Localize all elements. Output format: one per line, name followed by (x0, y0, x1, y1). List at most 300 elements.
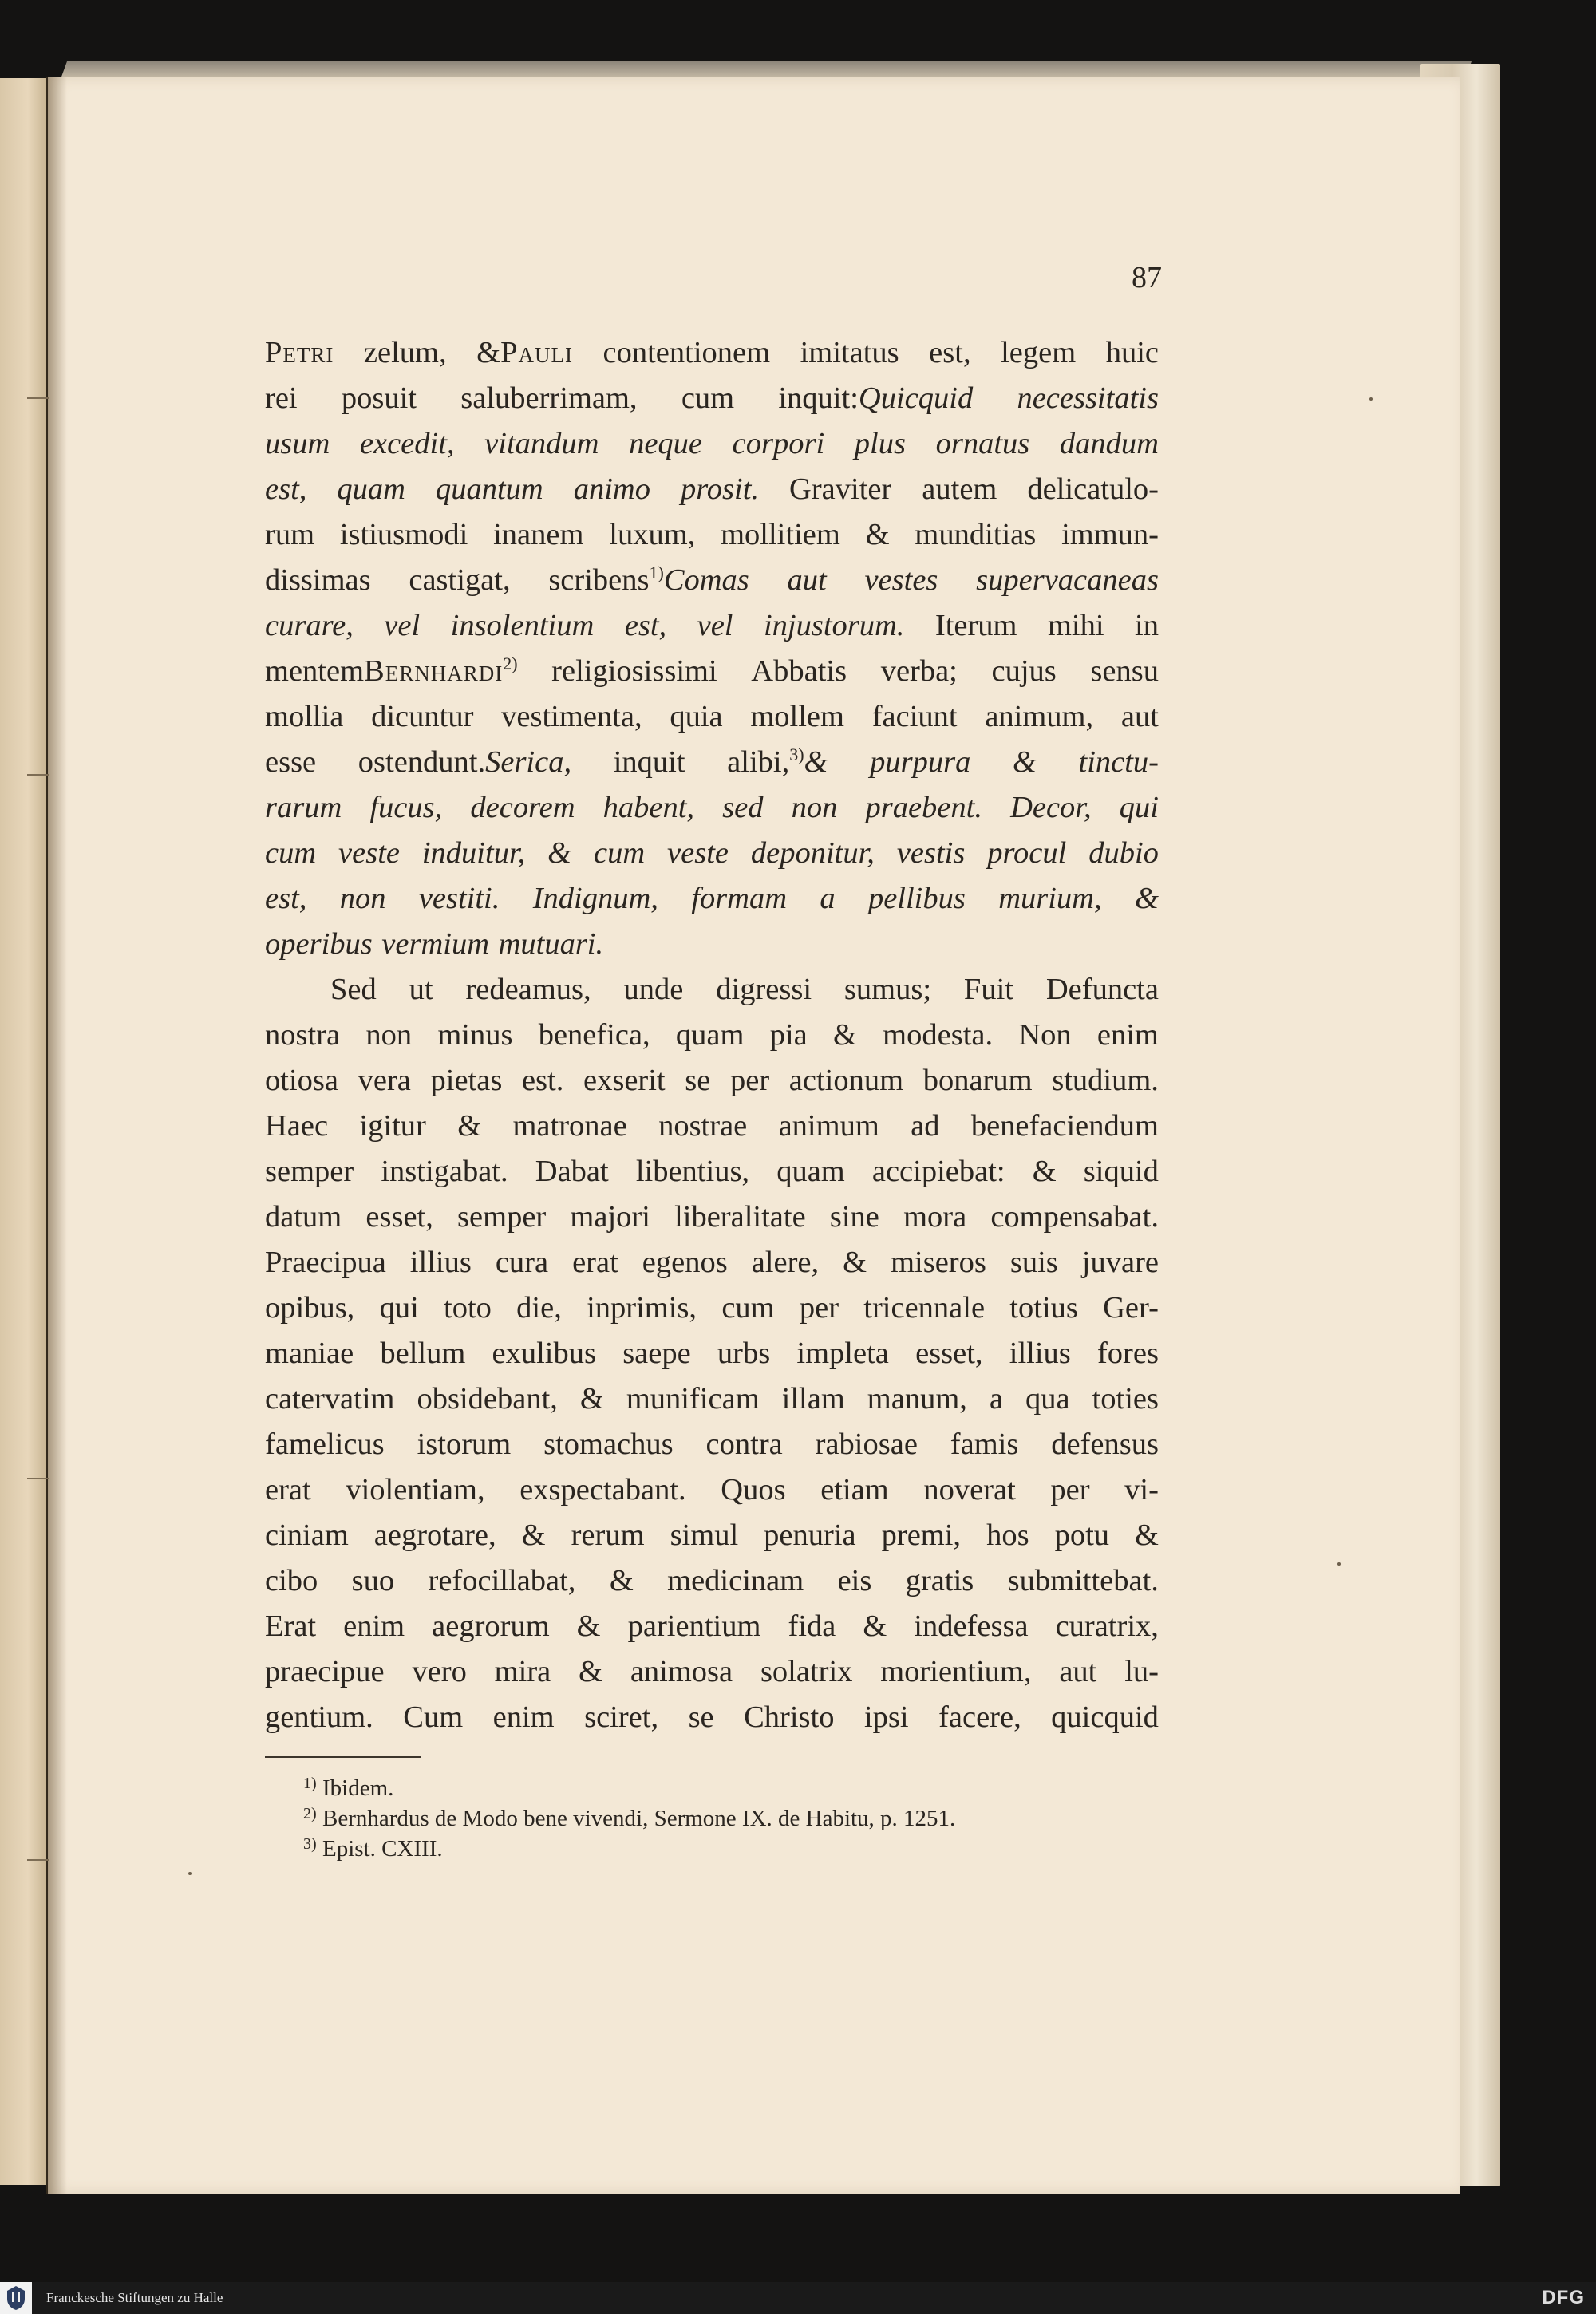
word (501, 694, 642, 740)
word (343, 1604, 405, 1649)
word-part: juvare (1081, 1246, 1159, 1279)
word-part: impleta (796, 1337, 889, 1370)
word-part: submittebat. (1007, 1564, 1159, 1597)
word-part: murium, (998, 882, 1102, 915)
word-part: nostra (265, 1018, 341, 1052)
word-part: est, (624, 609, 667, 642)
word-part: refocillabat, (428, 1564, 576, 1597)
word (493, 1695, 555, 1740)
word-part: instigabat. (381, 1155, 508, 1188)
word-part: majori (570, 1200, 650, 1234)
footer-bar (0, 2282, 1596, 2314)
word (419, 876, 500, 922)
text-line (265, 376, 1159, 421)
word (265, 694, 343, 740)
word (359, 1104, 425, 1149)
word-part: compensabat. (990, 1200, 1159, 1234)
word (750, 694, 844, 740)
word (938, 1695, 1021, 1740)
word-part: Quos (721, 1473, 786, 1506)
text-line (265, 1422, 1159, 1467)
word (417, 1376, 557, 1422)
word-part: nostrae (658, 1109, 748, 1143)
word-part: vitandum (484, 427, 599, 460)
word (1051, 1422, 1159, 1467)
word-part: totius (1009, 1291, 1078, 1325)
word (337, 467, 405, 512)
word-part: quam (675, 1018, 745, 1052)
word-part: potu (1054, 1518, 1110, 1552)
word-part: sine (829, 1200, 879, 1234)
word-part: esse (265, 745, 317, 779)
word (1106, 330, 1159, 376)
word-part: Defuncta (1045, 973, 1159, 1006)
text-line (265, 1149, 1159, 1195)
word (987, 831, 1066, 876)
word-part: Dabat (535, 1155, 609, 1188)
word-part: vel (697, 609, 733, 642)
word (971, 1104, 1159, 1149)
word-part: tricennale (863, 1291, 986, 1325)
word-part: Ger- (1103, 1291, 1159, 1325)
word-part: animo (573, 472, 650, 506)
word-part: aut (787, 563, 827, 597)
word-part: contentionem (602, 336, 771, 369)
word (346, 1467, 484, 1513)
word-part: huic (1105, 336, 1159, 369)
word-part: se (688, 1700, 714, 1734)
word (624, 967, 684, 1013)
word (1010, 785, 1092, 831)
word-part: est, (929, 336, 971, 369)
word (800, 330, 899, 376)
word-part: Quicquid (858, 381, 974, 415)
word-part: & (609, 1564, 634, 1597)
word-part: erat (265, 1473, 311, 1506)
word-part: non (365, 1018, 413, 1052)
word-part: sciret, (584, 1700, 659, 1734)
word (609, 512, 695, 558)
word-part: enim (492, 1700, 555, 1734)
word (915, 1331, 982, 1376)
word-part: redeamus, (465, 973, 591, 1006)
word (868, 876, 966, 922)
word (697, 603, 733, 649)
word-part: mutuari. (498, 927, 604, 961)
word-part: contra (705, 1427, 783, 1461)
paper-speck (188, 1872, 192, 1875)
word-part: bellum (380, 1337, 466, 1370)
word-part: obsidebant, (417, 1382, 558, 1416)
word (820, 876, 835, 922)
word-part: suis (1009, 1246, 1058, 1279)
word-part: illius (1009, 1337, 1071, 1370)
word (752, 1240, 819, 1285)
word (721, 512, 840, 558)
word (432, 1604, 550, 1649)
word (437, 1013, 512, 1058)
word (1135, 876, 1159, 922)
word-part: Christo (744, 1700, 835, 1734)
word (897, 831, 966, 876)
text-line (265, 1104, 1159, 1149)
text-line (265, 1331, 1159, 1376)
word-part: rarum (265, 791, 342, 824)
institution-crest-icon[interactable] (0, 2282, 32, 2314)
word (381, 922, 489, 967)
word (342, 376, 417, 421)
word (789, 467, 891, 512)
word-part: ciniam (265, 1518, 349, 1552)
word-part: injustorum. (763, 609, 905, 642)
word-part: hos (986, 1518, 1029, 1552)
word-part: liberalitate (674, 1200, 806, 1234)
word (1013, 740, 1037, 785)
word-part: Iterum (934, 609, 1017, 642)
word-part: accipiebat: (871, 1155, 1005, 1188)
word-part: Erat (265, 1609, 317, 1643)
word (548, 558, 749, 603)
word (626, 1376, 760, 1422)
footnote-mark: 3) (303, 1835, 317, 1853)
word (782, 1376, 845, 1422)
name-smallcaps: Pauli (500, 336, 573, 369)
word (950, 1422, 1019, 1467)
footnote-text: Epist. CXIII. (322, 1836, 443, 1862)
word-part: studium. (1052, 1064, 1159, 1097)
word (444, 1285, 492, 1331)
word (1059, 1649, 1096, 1695)
word-part: famis (950, 1427, 1019, 1461)
word (830, 1195, 879, 1240)
footnote-ref: 2) (503, 654, 518, 673)
word (369, 785, 442, 831)
page-number: 87 (1132, 261, 1162, 294)
word (670, 1513, 739, 1558)
text-line (265, 1467, 1159, 1513)
text-line (265, 831, 1159, 876)
word (976, 558, 1159, 603)
word (1048, 603, 1104, 649)
word (516, 1285, 562, 1331)
word-part: excedit, (359, 427, 455, 460)
word-part: exspectabant. (519, 1473, 686, 1506)
word (1055, 1513, 1109, 1558)
word (990, 1195, 1159, 1240)
footnote-rule (265, 1756, 421, 1758)
word-part: pietas (430, 1064, 503, 1097)
word-part: qua (1025, 1382, 1070, 1416)
word-part: semper (457, 1200, 547, 1234)
word (265, 831, 316, 876)
word-part: quicquid (1051, 1700, 1159, 1734)
word-part: corpori (732, 427, 825, 460)
word-part: & (804, 745, 828, 779)
word (476, 330, 573, 376)
word-part: Sed (330, 973, 377, 1006)
word (1097, 1013, 1159, 1058)
paper-speck (1369, 397, 1373, 401)
word-part: & (863, 1609, 887, 1643)
word (872, 1149, 1005, 1195)
word (733, 421, 825, 467)
word (676, 1013, 745, 1058)
word (265, 1558, 318, 1604)
word (539, 1013, 650, 1058)
word (265, 1240, 386, 1285)
word (1050, 1467, 1089, 1513)
margin-mark (27, 1859, 49, 1861)
text-line (265, 1376, 1159, 1422)
word-part: ipsi (863, 1700, 909, 1734)
word-part: vestiti. (418, 882, 500, 915)
word (457, 1104, 481, 1149)
word (716, 967, 812, 1013)
text-line (265, 694, 1159, 740)
word-part: Abbatis (751, 654, 847, 688)
word (496, 1240, 548, 1285)
word (522, 1513, 546, 1558)
word (422, 831, 525, 876)
word-part: benefica, (538, 1018, 650, 1052)
word (923, 1058, 1033, 1104)
word (721, 1467, 785, 1513)
word (451, 603, 595, 649)
word-part: animum, (985, 700, 1094, 733)
word (792, 785, 838, 831)
word (431, 1058, 503, 1104)
word-part: aut (1120, 700, 1159, 733)
word (265, 740, 316, 785)
word (603, 330, 771, 376)
word (338, 831, 400, 876)
name-smallcaps: Petri (265, 336, 334, 369)
word-part: induitur, (421, 836, 526, 870)
word (572, 1240, 618, 1285)
word (788, 558, 827, 603)
word-part: & (579, 1382, 604, 1416)
word (883, 1013, 993, 1058)
word-part: praebent. (865, 791, 982, 824)
word (265, 1058, 338, 1104)
word-part: vera (358, 1064, 411, 1097)
word-part: enim (1096, 1018, 1159, 1052)
word-part: vi- (1124, 1473, 1159, 1506)
text-line (265, 421, 1159, 467)
word-part: modesta. (883, 1018, 994, 1052)
word (779, 1104, 879, 1149)
word (681, 376, 734, 421)
word-part: plus (854, 427, 906, 460)
word (381, 1149, 508, 1195)
word (340, 876, 386, 922)
word-part: enim (343, 1609, 405, 1643)
word (788, 1604, 836, 1649)
word-part: quam (337, 472, 405, 506)
word-part: mora (903, 1200, 967, 1234)
footnote-ref: 1) (649, 563, 664, 582)
word (384, 603, 420, 649)
text-line (265, 649, 1159, 694)
word-part: purpura (870, 745, 971, 779)
word-part: quantum (435, 472, 543, 506)
word-part: etiam (820, 1473, 889, 1506)
word-part: esset, (365, 1200, 433, 1234)
word-part: praecipue (265, 1655, 385, 1688)
word (1051, 1695, 1159, 1740)
word (594, 831, 645, 876)
word (587, 1285, 697, 1331)
name-smallcaps: Bernhardi (364, 654, 504, 688)
word (1082, 1240, 1159, 1285)
dfg-logo[interactable]: DFG (1542, 2287, 1585, 2308)
word (409, 967, 433, 1013)
word-part: gratis (905, 1564, 974, 1597)
word-part: non (339, 882, 386, 915)
word (629, 421, 702, 467)
word (1092, 1376, 1159, 1422)
word (580, 1376, 604, 1422)
word (265, 376, 298, 421)
text-line (265, 467, 1159, 512)
word (867, 1376, 967, 1422)
word (636, 1149, 749, 1195)
word-part: imitatus (800, 336, 899, 369)
word (340, 512, 468, 558)
word-part: opibus, (265, 1291, 355, 1325)
word (670, 694, 722, 740)
word-part: inanem (493, 518, 584, 551)
word (360, 421, 455, 467)
word (512, 1104, 626, 1149)
word-part: siquid (1083, 1155, 1159, 1188)
word (365, 1013, 412, 1058)
word (265, 1013, 340, 1058)
text-line (265, 603, 1159, 649)
text-line (265, 1513, 1159, 1558)
word-part: actionum (788, 1064, 904, 1097)
word-part: in (1135, 609, 1159, 642)
word-part: usum (265, 427, 330, 460)
footnote (303, 1773, 1160, 1803)
word-part: datum (265, 1200, 342, 1234)
word-part: & (579, 1655, 602, 1688)
word (493, 512, 583, 558)
word (330, 967, 377, 1013)
text-line (265, 512, 1159, 558)
word-part: vermium (381, 927, 490, 961)
word-part: alere, (751, 1246, 820, 1279)
word-part: saluberrimam, (460, 381, 638, 415)
word (265, 421, 330, 467)
word (872, 694, 958, 740)
word-part: vestis (896, 836, 966, 870)
institution-name[interactable]: Franckesche Stiftungen zu Halle (46, 2290, 223, 2305)
binding-shadow (46, 77, 67, 2194)
word-part: posuit (341, 381, 417, 415)
word (460, 376, 637, 421)
word (574, 467, 650, 512)
word (265, 876, 306, 922)
word-part: ostendunt. (358, 745, 486, 779)
word (906, 1558, 974, 1604)
word (1052, 1058, 1159, 1104)
word-part: dubio (1088, 836, 1159, 870)
word (866, 512, 890, 558)
word (870, 740, 970, 785)
word (1103, 1285, 1159, 1331)
word-part: vestimenta, (501, 700, 642, 733)
word-part: rei (265, 381, 298, 415)
word-part: solatrix (760, 1655, 853, 1688)
word-part: noverat (923, 1473, 1016, 1506)
footer-left (0, 2282, 223, 2314)
word (571, 1513, 645, 1558)
word (265, 1604, 316, 1649)
word (751, 831, 875, 876)
word (1135, 603, 1159, 649)
word-part: parientium (627, 1609, 761, 1643)
word (265, 1695, 373, 1740)
word-part: aut (1059, 1655, 1097, 1688)
word-part: mollitiem (721, 518, 840, 551)
word-part: Praecipua (265, 1246, 386, 1279)
word-part: bonarum (922, 1064, 1033, 1097)
word-part: est, (265, 472, 307, 506)
word-part: exserit (583, 1064, 666, 1097)
word-part: sumus; (843, 973, 932, 1006)
word (717, 1331, 770, 1376)
word-part: unde (623, 973, 684, 1006)
word (820, 1467, 889, 1513)
word-part: toties (1092, 1382, 1159, 1416)
word (380, 1331, 465, 1376)
word (1135, 1513, 1159, 1558)
word (570, 1195, 650, 1240)
word (519, 1467, 685, 1513)
word-part: per (729, 1064, 770, 1097)
word-part: qui (379, 1291, 419, 1325)
text-line (265, 1558, 1159, 1604)
word (789, 1058, 903, 1104)
text-line (265, 1649, 1159, 1695)
word (922, 467, 997, 512)
paper-speck (1337, 1562, 1341, 1566)
word (642, 1240, 728, 1285)
word-part: premi, (881, 1518, 962, 1552)
word-part: qui (1119, 791, 1159, 824)
word (577, 1604, 601, 1649)
text-line (265, 558, 1159, 603)
word (1121, 694, 1159, 740)
word-part: famelicus (265, 1427, 385, 1461)
word-part: procul (987, 836, 1067, 870)
word-part: illius (409, 1246, 472, 1279)
word (721, 1285, 774, 1331)
word-part: minus (437, 1018, 513, 1052)
word (770, 1013, 808, 1058)
word (417, 1422, 512, 1467)
word (1009, 1331, 1071, 1376)
word-part: veste (338, 836, 400, 870)
word-part: aegrorum (432, 1609, 550, 1643)
word (667, 1558, 804, 1604)
word (409, 558, 510, 603)
text-line (265, 330, 1159, 376)
word (863, 1604, 887, 1649)
word (628, 1604, 761, 1649)
word (923, 1467, 1015, 1513)
